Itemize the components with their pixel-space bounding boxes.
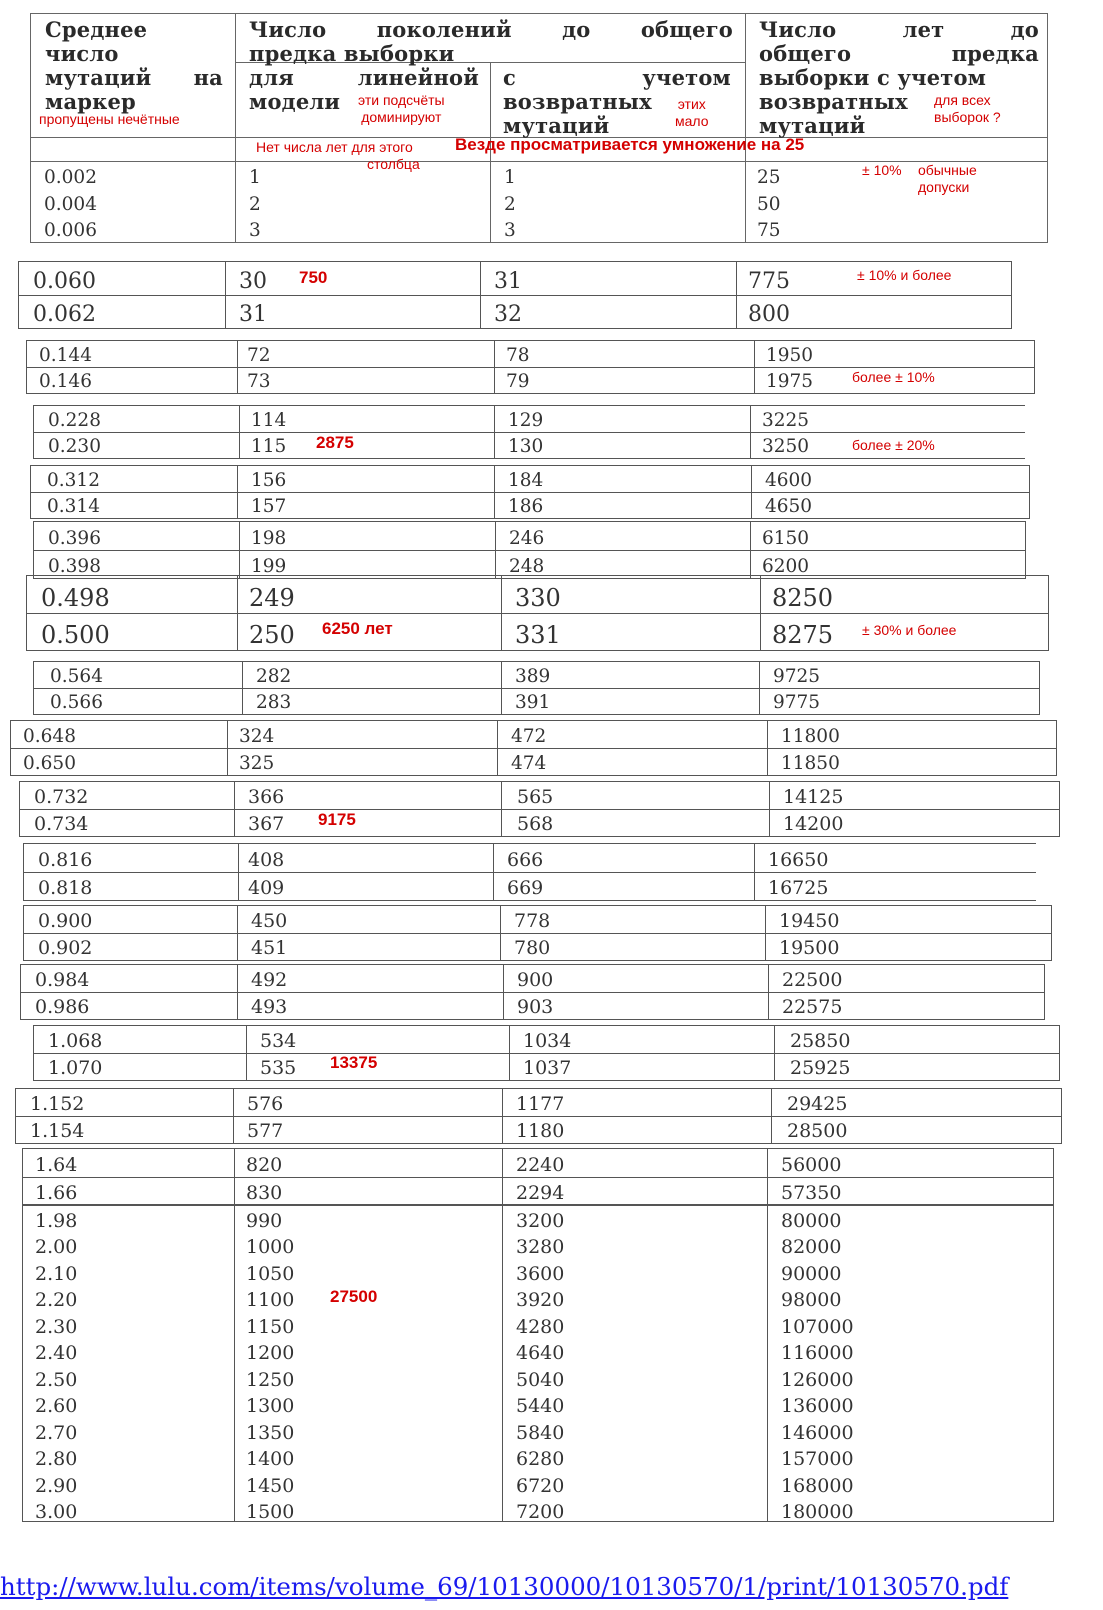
table-row: 0.816 408 666 16650 <box>38 849 829 871</box>
table-fragment <box>22 1148 1054 1206</box>
table-row: 0.564 282 389 9725 <box>50 666 821 687</box>
table-row: 0.004 2 2 50 <box>44 194 781 215</box>
table-row: 1.66 830 2294 57350 <box>23 1177 1053 1205</box>
table-fragment <box>33 1025 1060 1081</box>
annotation-these-few: этих мало <box>675 96 709 129</box>
table-row: 2.70 1350 5840 146000 <box>35 1421 854 1444</box>
table-row: 2.20 1100 3920 98000 <box>35 1289 842 1311</box>
annotation-2875: 2875 <box>316 433 354 452</box>
table-row: 0.228 114 129 3225 <box>48 410 810 431</box>
table-row: 0.146 73 79 1975 <box>27 367 1034 393</box>
annotation-more-10: более ± 10% <box>852 369 935 385</box>
table-row: 0.060 30 31 775 <box>33 269 790 294</box>
table-row: 2.40 1200 4640 116000 <box>35 1342 854 1364</box>
source-link[interactable]: http://www.lulu.com/items/volume_69/10130000/10130570/1/print/10130570.pdf <box>0 1572 1009 1601</box>
table-row: 1.070 535 1037 25925 <box>34 1053 1059 1080</box>
table-fragment <box>23 905 1052 961</box>
annotation-9175: 9175 <box>318 810 356 829</box>
header-col1: Среднее число мутаций на маркер <box>45 17 223 114</box>
table-row: 0.314 157 186 4650 <box>31 492 1029 518</box>
table-row: 0.062 31 32 800 <box>19 295 1011 328</box>
table-row: 2.60 1300 5440 136000 <box>35 1395 854 1417</box>
annotation-more-20: более ± 20% <box>852 437 935 453</box>
table-row: 0.230 115 130 3250 <box>34 432 1025 458</box>
annotation-tol-10-more: ± 10% и более <box>857 267 952 283</box>
table-row: 3.00 1500 7200 180000 <box>35 1501 854 1523</box>
table-row: 0.650 325 474 11850 <box>11 748 1056 775</box>
table-row: 0.002 1 1 25 <box>44 167 781 188</box>
annotation-13375: 13375 <box>330 1053 378 1072</box>
annotation-750: 750 <box>299 268 328 287</box>
table-row: 0.648 324 472 11800 <box>23 726 840 747</box>
table-row: 0.732 366 565 14125 <box>34 786 844 808</box>
table-row: 2.90 1450 6720 168000 <box>35 1474 854 1497</box>
table-row: 0.986 493 903 22575 <box>21 992 1044 1019</box>
annotation-these-dominate: эти подсчёты доминируют <box>358 92 445 125</box>
annotation-for-all: для всех выборок ? <box>934 92 1001 125</box>
annotation-no-years: Нет числа лет для этого столбца <box>255 139 420 172</box>
header-col2-linear: для линейной модели <box>249 65 479 114</box>
table-row: 1.152 576 1177 29425 <box>30 1093 848 1115</box>
table-row: 0.734 367 568 14200 <box>20 809 1059 836</box>
table-row: 0.398 199 248 6200 <box>34 550 1025 578</box>
table-row: 0.902 451 780 19500 <box>24 933 1051 960</box>
annotation-tol-30-more: ± 30% и более <box>862 622 957 638</box>
table-row: 0.312 156 184 4600 <box>47 470 813 491</box>
table-fragment <box>15 1088 1062 1144</box>
table-row: 2.30 1150 4280 107000 <box>35 1315 854 1338</box>
table-fragment <box>22 1204 1054 1522</box>
table-row: 0.006 3 3 75 <box>44 220 781 241</box>
table-row: 1.068 534 1034 25850 <box>48 1030 851 1052</box>
table-row: 1.154 577 1180 28500 <box>16 1116 1061 1143</box>
table-row: 0.818 409 669 16725 <box>24 872 1036 900</box>
table-fragment <box>19 781 1060 837</box>
table-row: 2.80 1400 6280 157000 <box>35 1448 854 1470</box>
table-row: 0.500 250 331 8275 <box>27 613 1048 650</box>
table-fragment <box>20 964 1045 1020</box>
table-row: 0.498 249 330 8250 <box>41 584 834 612</box>
table-fragment <box>10 720 1057 776</box>
header-col2-back-mutations: с учетом возвратных мутаций <box>503 65 731 138</box>
table-row: 0.900 450 778 19450 <box>38 910 840 932</box>
table-row: 2.00 1000 3280 82000 <box>35 1236 842 1258</box>
table-row: 0.984 492 900 22500 <box>35 969 843 991</box>
table-row: 0.396 198 246 6150 <box>48 528 810 549</box>
annotation-usual-tolerances: обычные допуски <box>918 162 977 195</box>
table-fragment <box>30 465 1030 519</box>
annotation-multiply-25: Везде просматривается умножение на 25 <box>455 135 805 154</box>
header-table <box>30 13 1048 243</box>
header-col3: Число лет до общего предка выборки с учетом возвратных мутаций <box>759 17 1039 138</box>
table-fragment <box>26 575 1049 651</box>
table-row: 1.98 990 3200 80000 <box>35 1209 842 1232</box>
annotation-27500: 27500 <box>330 1287 378 1306</box>
table-row: 2.50 1250 5040 126000 <box>35 1368 854 1391</box>
annotation-skipped-odd: пропущены нечётные <box>39 111 180 127</box>
table-row: 2.10 1050 3600 90000 <box>35 1262 842 1285</box>
table-fragment <box>33 521 1026 579</box>
table-row: 0.144 72 78 1950 <box>39 345 814 366</box>
header-col2-top: Число поколений до общего предка выборки <box>249 17 733 66</box>
annotation-tol-10: ± 10% <box>862 162 902 178</box>
table-row: 1.64 820 2240 56000 <box>35 1154 842 1176</box>
table-fragment <box>23 843 1036 901</box>
table-fragment <box>33 661 1040 715</box>
annotation-6250: 6250 лет <box>322 619 393 638</box>
table-row: 0.566 283 391 9775 <box>34 688 1039 714</box>
